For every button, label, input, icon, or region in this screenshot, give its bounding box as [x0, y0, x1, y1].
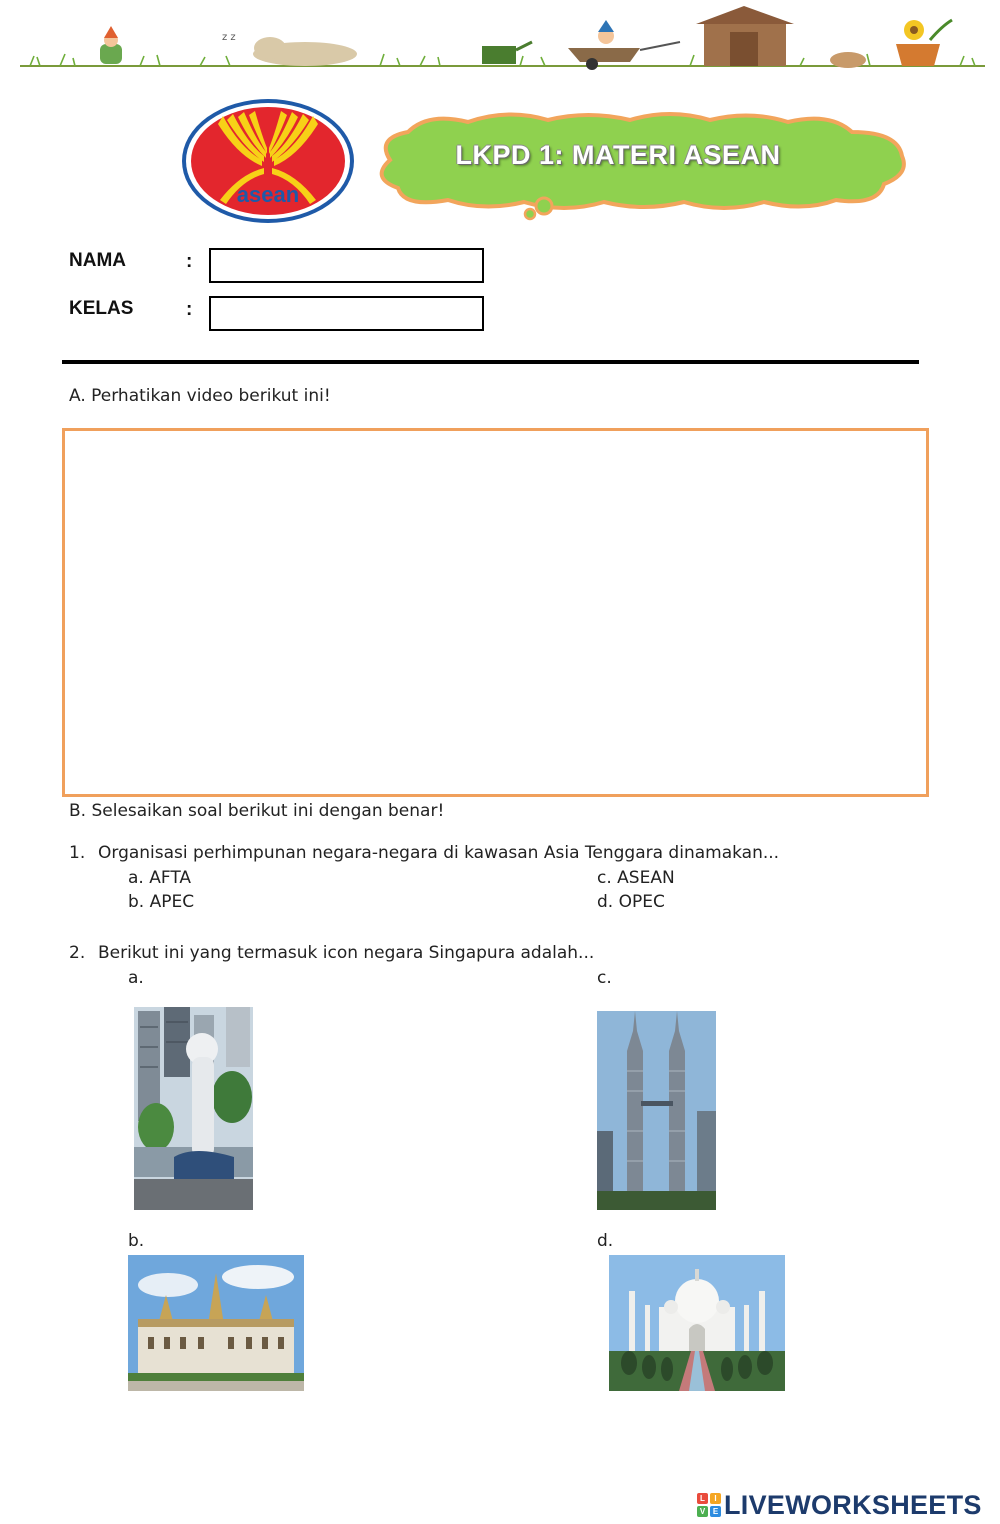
- class-input[interactable]: [209, 296, 484, 331]
- taj-mahal-photo[interactable]: [609, 1255, 785, 1391]
- question-1-option-d[interactable]: d. OPEC: [597, 892, 665, 912]
- name-colon: :: [186, 251, 193, 272]
- tile-i: I: [710, 1493, 721, 1504]
- class-colon: :: [186, 299, 193, 320]
- petronas-photo[interactable]: [597, 1011, 716, 1210]
- merlion-photo[interactable]: [134, 1007, 253, 1210]
- name-label: NAMA: [69, 250, 126, 271]
- question-1-option-c[interactable]: c. ASEAN: [597, 868, 675, 888]
- question-2-number: 2.: [69, 943, 86, 963]
- name-input[interactable]: [209, 248, 484, 283]
- asean-logo-text: asean: [236, 182, 300, 207]
- garden-banner: [0, 0, 1000, 80]
- palace-photo[interactable]: [128, 1255, 304, 1391]
- liveworksheets-logo: [697, 1488, 982, 1522]
- tile-v: V: [697, 1506, 708, 1517]
- question-2-option-d-label: d.: [597, 1231, 614, 1251]
- section-b-instruction: B. Selesaikan soal berikut ini dengan benar!: [69, 801, 445, 821]
- liveworksheets-tiles-icon: [697, 1493, 721, 1517]
- tile-l: L: [697, 1493, 708, 1504]
- question-1-option-b[interactable]: b. APEC: [128, 892, 195, 912]
- page-title: LKPD 1: MATERI ASEAN: [455, 140, 781, 170]
- tile-e: E: [710, 1506, 721, 1517]
- video-frame[interactable]: [62, 428, 929, 797]
- liveworksheets-brand: LIVEWORKSHEETS: [724, 1489, 982, 1520]
- asean-logo: [180, 96, 356, 226]
- section-divider: [62, 360, 919, 364]
- question-2-option-a-label: a.: [128, 968, 144, 988]
- question-2-option-c-label: c.: [597, 968, 612, 988]
- section-a-instruction: A. Perhatikan video berikut ini!: [69, 386, 331, 406]
- question-2-option-b-label: b.: [128, 1231, 145, 1251]
- question-1-option-a[interactable]: a. AFTA: [128, 868, 192, 888]
- question-2-text: Berikut ini yang termasuk icon negara Singapura adalah...: [98, 943, 595, 963]
- class-label: KELAS: [69, 298, 134, 319]
- question-1-text: Organisasi perhimpunan negara-negara di kawasan Asia Tenggara dinamakan...: [98, 843, 780, 863]
- svg-text:z z: z z: [222, 32, 236, 43]
- question-1-number: 1.: [69, 843, 86, 863]
